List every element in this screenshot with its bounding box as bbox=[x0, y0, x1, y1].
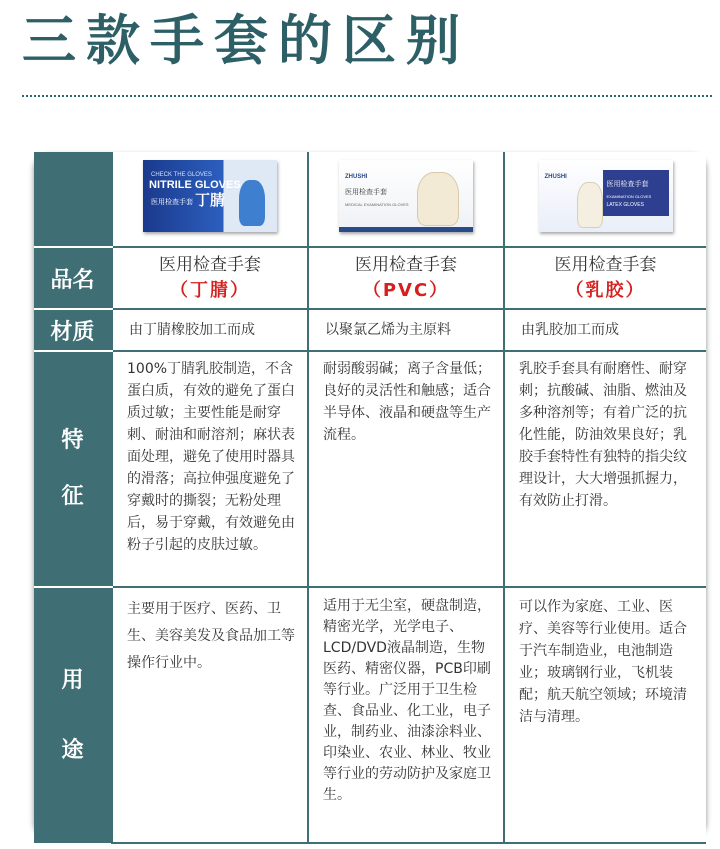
features-pvc: 耐弱酸弱碱；离子含量低；良好的灵活性和触感；适合半导体、液晶和硬盘等生产流程。 bbox=[308, 351, 504, 587]
row-label-usage bbox=[34, 587, 112, 843]
feature-label-char-1: 特 bbox=[61, 428, 84, 453]
dotted-divider bbox=[22, 95, 712, 97]
box-brand: ZHUSHI bbox=[345, 173, 368, 180]
feature-label-char-2: 征 bbox=[61, 484, 84, 509]
box-en2: LATEX GLOVES bbox=[606, 201, 644, 208]
material-latex: 由乳胶加工而成 bbox=[504, 309, 706, 351]
product-type: （PVC） bbox=[362, 280, 450, 301]
material-row bbox=[34, 309, 706, 351]
box-text: CHECK THE GLOVES bbox=[151, 171, 212, 178]
features-latex: 乳胶手套具有耐磨性、耐穿刺；抗酸碱、油脂、燃油及多种溶剂等；有着广泛的抗化性能，防油效果良好；乳胶手套特性有独特的指尖纹理设计，大大增强抓握力，有效防止打滑。 bbox=[504, 351, 706, 587]
box-stripe bbox=[339, 227, 473, 232]
product-image-nitrile bbox=[112, 152, 308, 247]
material-nitrile: 由丁腈橡胶加工而成 bbox=[112, 309, 308, 351]
product-type: （丁腈） bbox=[170, 280, 250, 301]
box-cn-big: 丁腈 bbox=[195, 191, 226, 209]
latex-glove-box bbox=[539, 160, 673, 232]
product-type: （乳胶） bbox=[565, 280, 646, 301]
feature-row bbox=[34, 351, 706, 587]
image-row bbox=[34, 152, 706, 247]
usage-nitrile: 主要用于医疗、医药、卫生、美容美发及食品加工等操作行业中。 bbox=[112, 587, 308, 843]
usage-label-char-1: 用 bbox=[61, 667, 84, 693]
name-row bbox=[34, 247, 706, 309]
product-name: 医用检查手套 bbox=[355, 255, 457, 275]
product-name: 医用检查手套 bbox=[159, 255, 261, 275]
nitrile-glove-box bbox=[143, 160, 277, 232]
header-corner bbox=[34, 152, 112, 247]
box-cn: 医用检查手套 bbox=[151, 198, 193, 206]
row-label-feature bbox=[34, 351, 112, 587]
product-image-latex bbox=[504, 152, 706, 247]
material-pvc: 以聚氯乙烯为主原料 bbox=[308, 309, 504, 351]
name-cell-latex bbox=[504, 247, 706, 309]
blue-glove-icon bbox=[239, 180, 265, 226]
usage-pvc: 适用于无尘室，硬盘制造，精密光学，光学电子、LCD/DVD液晶制造，生物医药、精密仪器，PCB印刷等行业。广泛用于卫生检查、食品业、化工业，电子业，制药业、油漆涂料业、印染业、农业、林业、牧业等行业的劳动防护及家庭卫生。 bbox=[308, 587, 504, 843]
usage-latex: 可以作为家庭、工业、医疗、美容等行业使用。适合于汽车制造业，电池制造业；玻璃钢行业，飞机装配；航天航空领域；环境清洁与清理。 bbox=[504, 587, 706, 843]
name-cell-pvc bbox=[308, 247, 504, 309]
page-title: 三款手套的区别 bbox=[22, 9, 470, 72]
box-brand: ZHUSHI bbox=[544, 173, 567, 180]
comparison-table bbox=[34, 152, 706, 844]
latex-glove-icon bbox=[577, 182, 603, 228]
name-cell-nitrile bbox=[112, 247, 308, 309]
product-name: 医用检查手套 bbox=[554, 255, 657, 275]
box-en1: EXAMINATION GLOVES bbox=[606, 193, 652, 199]
comparison-card bbox=[34, 152, 706, 834]
box-en: MEDICAL EXAMINATION GLOVES bbox=[345, 201, 409, 207]
features-nitrile: 100%丁腈乳胶制造，不含蛋白质，有效的避免了蛋白质过敏；主要性能是耐穿刺、耐油和耐溶剂；麻状表面处理，避免了使用时器具的滑落；高拉伸强度避免了穿戴时的撕裂；无粉处理后，易于穿戴，有效避免由粉子引起的皮肤过敏。 bbox=[112, 351, 308, 587]
row-label-material: 材质 bbox=[34, 309, 112, 351]
product-image-pvc bbox=[308, 152, 504, 247]
usage-label-char-2: 途 bbox=[61, 737, 84, 763]
box-cn: 医用检查手套 bbox=[606, 180, 649, 188]
box-brand: NITRILE GLOVES bbox=[149, 178, 241, 191]
pvc-glove-box bbox=[339, 160, 473, 232]
row-label-name: 品名 bbox=[34, 247, 112, 309]
pvc-glove-icon bbox=[417, 172, 459, 226]
usage-row bbox=[34, 587, 706, 843]
box-cn: 医用检查手套 bbox=[345, 188, 387, 196]
